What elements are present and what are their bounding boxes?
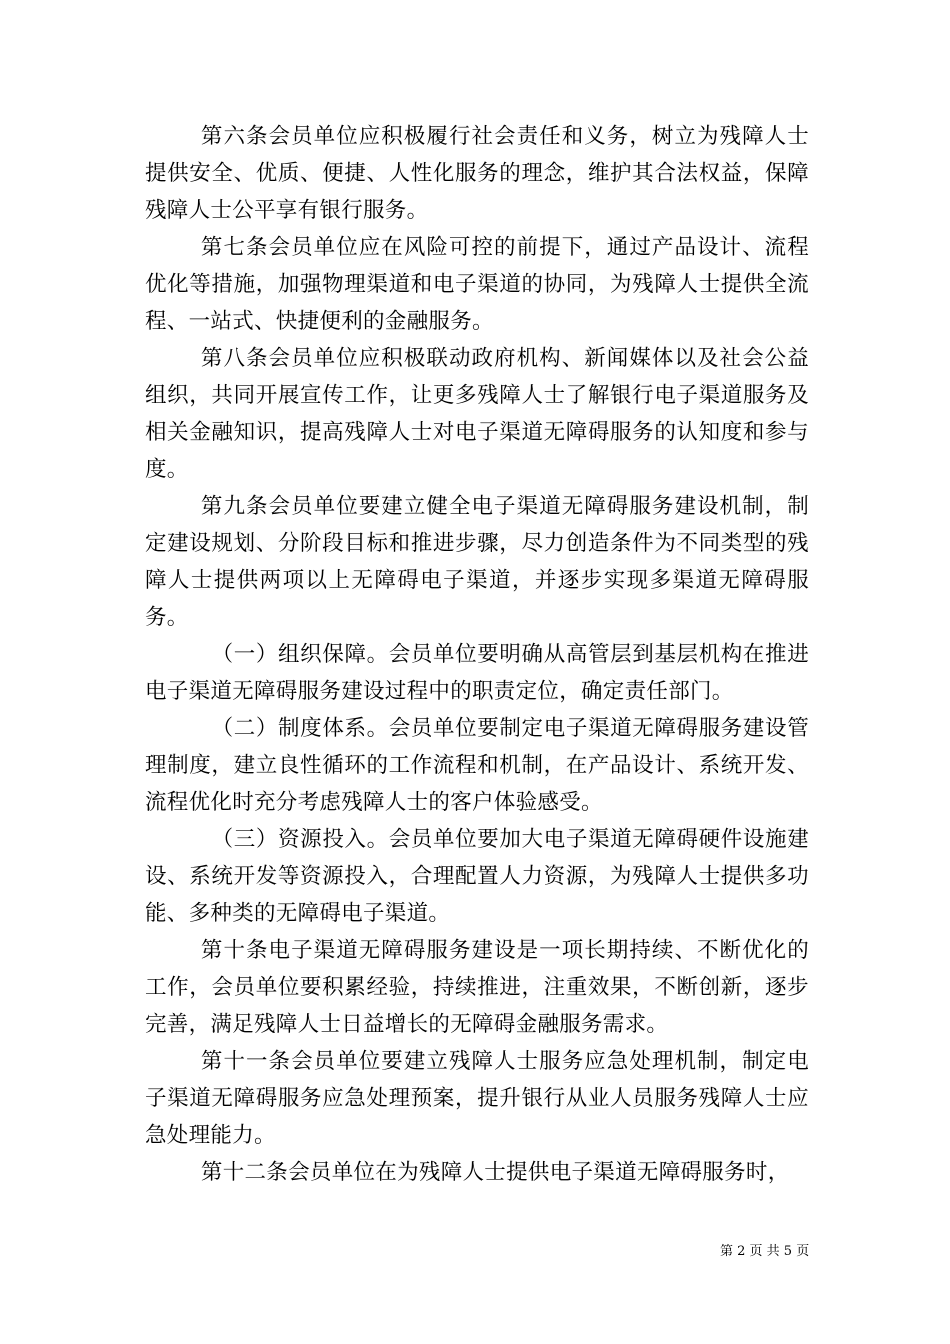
article-10-paragraph: 第十条电子渠道无障碍服务建设是一项长期持续、不断优化的工作，会员单位要积累经验，持续推进，注重效果，不断创新，逐步完善，满足残障人士日益增长的无障碍金融服务需求。 [145, 938, 809, 1037]
page-number-footer: 第 2 页 共 5 页 [720, 1244, 810, 1259]
article-6-paragraph: 第六条会员单位应积极履行社会责任和义务，树立为残障人士提供安全、优质、便捷、人性化服务的理念，维护其合法权益，保障残障人士公平享有银行服务。 [145, 124, 809, 223]
article-8-paragraph: 第八条会员单位应积极联动政府机构、新闻媒体以及社会公益组织，共同开展宣传工作，让更多残障人士了解银行电子渠道服务及相关金融知识，提高残障人士对电子渠道无障碍服务的认知度和参与度。 [145, 346, 809, 482]
article-9-paragraph: 第九条会员单位要建立健全电子渠道无障碍服务建设机制，制定建设规划、分阶段目标和推进步骤，尽力创造条件为不同类型的残障人士提供两项以上无障碍电子渠道，并逐步实现多渠道无障碍服务。 [145, 494, 809, 630]
item-1-organization-paragraph: （一）组织保障。会员单位要明确从高管层到基层机构在推进电子渠道无障碍服务建设过程中的职责定位，确定责任部门。 [145, 642, 809, 704]
item-3-resources-paragraph: （三）资源投入。会员单位要加大电子渠道无障碍硬件设施建设、系统开发等资源投入，合理配置人力资源，为残障人士提供多功能、多种类的无障碍电子渠道。 [145, 827, 809, 926]
document-body [145, 118, 809, 1191]
article-12-paragraph: 第十二条会员单位在为残障人士提供电子渠道无障碍服务时， [200, 1160, 790, 1185]
article-11-paragraph: 第十一条会员单位要建立残障人士服务应急处理机制，制定电子渠道无障碍服务应急处理预案，提升银行从业人员服务残障人士应急处理能力。 [145, 1049, 809, 1148]
article-7-paragraph: 第七条会员单位应在风险可控的前提下，通过产品设计、流程优化等措施，加强物理渠道和电子渠道的协同，为残障人士提供全流程、一站式、快捷便利的金融服务。 [145, 235, 809, 334]
item-2-system-paragraph: （二）制度体系。会员单位要制定电子渠道无障碍服务建设管理制度，建立良性循环的工作流程和机制，在产品设计、系统开发、流程优化时充分考虑残障人士的客户体验感受。 [145, 716, 809, 815]
